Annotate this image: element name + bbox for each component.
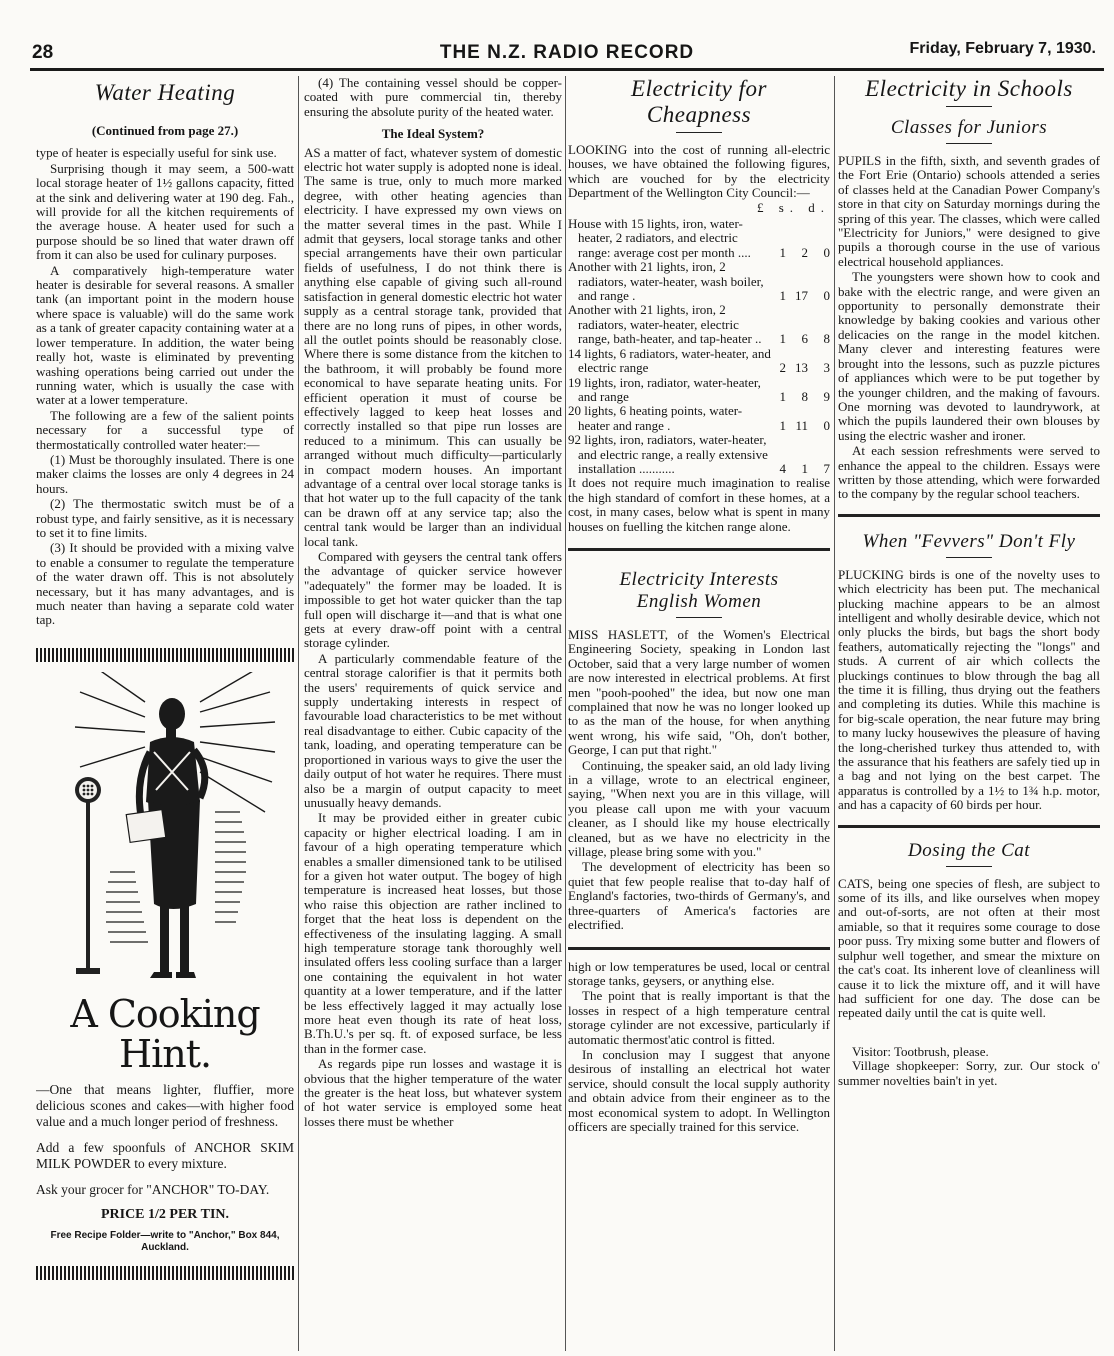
article-title-water-heating: Water Heating [94, 80, 236, 105]
cost-pence: 0 [823, 288, 830, 304]
paragraph: AS a matter of fact, whatever system of domestic electric hot water supply is adopted none is ideal. The same is true, only to much more marked degree, with other heating agencies than electricity. I have expressed my own views on the matter several times in the past. While I admit that geysers, local storage tanks and other special arrangements have their own particular fields of usefulness, I do not think there is anything else capable of giving such all-round satisfaction in general domestic electric hot water supply as a central storage tank, provided that there are no long runs of pipes, in other words, all the outlet points should be reasonably close. Where there is some distance from the kitchen to the bathroom, it will probably be found more economical to have separate heating units. For efficient operation it must of course be effectively lagged to keep heat losses and correctly installed so that pipe run losses are reduced to a minimum. This can usually be arranged without much difficulty—particularly in compact modern houses. An important advantage of a central over local storage tanks is that hot water up to the full capacity of the tank can be drawn off at any service tap; also the central tank would be larger than an individual local tank. [304, 144, 562, 549]
cost-pounds: 1 [779, 244, 786, 260]
page-number: 28 [32, 42, 54, 63]
cost-row [568, 376, 830, 405]
paragraph: Continuing, the speaker said, an old lady living in a village, wrote to an electrical engineer, saying, "When next you are in this village, will you please call upon me with your vacuum cleaner, as I should like my house electrically cleaned, but as we have no electricity in the village, please bring some with you." [568, 757, 830, 860]
column-3 [568, 76, 830, 1351]
paragraph: The following are a few of the salient points necessary for a successful type of thermostatically controlled water heater:— [36, 407, 294, 452]
cost-pence: 7 [823, 460, 830, 476]
cost-pounds: 4 [779, 460, 786, 476]
paragraph: type of heater is especially useful for sink use. [36, 145, 277, 161]
cost-description: Another with 21 lights, iron, 2 radiators, water-heater, wash boiler, and range . [568, 259, 764, 304]
cost-pounds: 2 [779, 360, 786, 376]
cost-pounds: 1 [779, 388, 786, 404]
section-rule [568, 947, 830, 950]
title-line: Electricity for [631, 76, 767, 101]
article-title-women [568, 569, 830, 613]
ad-copy: Ask your grocer for "ANCHOR" TO-DAY. [36, 1181, 270, 1197]
paragraph: A comparatively high-temperature water heater is desirable for several reasons. A smaller tank (an important point in the modern house where space is valuable) will do the same work as a tank of greater capacity containing water at a lower temperature. In addition, the water being really hot, waste is eliminated by preventing washing operations being carried out under the running water, which is usually the case with water at a lower temperature. [36, 262, 294, 408]
paragraph: PUPILS in the fifth, sixth, and seventh grades of the Fort Erie (Ontario) schools attended a series of classes held at the Canadian Power Company's store in that city on Saturday mornings during the spring of this year. The classes, which were called "Electricity for Juniors," were designed to give pupils a thorough course in the use of various electrical household appliances. [838, 153, 1100, 269]
cost-pounds: 1 [779, 417, 786, 433]
cost-shillings: 13 [795, 360, 808, 376]
cost-description: 19 lights, iron, radiator, water-heater, and range [568, 374, 761, 404]
article-title-fevvers: When "Fevvers" Don't Fly [862, 530, 1076, 552]
paragraph: A particularly commendable feature of the central storage calorifier is that it permits both the users' requirements of quick service and supply undertaking interests in respect of favourable load characteristics to be met without real disadvantage to either. Cubic capacity of the tank, loading, and operating temperature can be proportioned in various ways to give the user the daily output of hot water he requires. There must also be a margin of output capacity to meet unusually heavy demands. [304, 650, 562, 810]
cost-table [568, 217, 830, 476]
cost-row [568, 260, 830, 303]
paragraph: At each session refreshments were served to enhance the appeal to the children. Essays were written by those attending, which were forwarded to the company by the regular school teachers. [838, 443, 1100, 502]
paragraph: PLUCKING birds is one of the novelty uses to which electricity has been put. The mechanical plucking machine appears to be an almost intelligent and wholly desirable device, which not only plucks the birds, but bags the short body feathers, automatically rejecting the "longs" and studs. A current of air which collects the pluckings continues to blow through the bag all the time it is filling, thus drying out the feathers and completing its duties. While this machine is for big-scale operation, the near future may bring to many lucky housewives the pleasure of having the long-cherished turkey thus attended to, with the assurance that his feathers are safely tied up in a bag and not lying on the best carpet. The apparatus is controlled by a 1½ to 1¾ h.p. motor, and has a capacity of 60 birds per hour. [838, 566, 1100, 813]
paragraph: Surprising though it may seem, a 500-watt local storage heater of 1½ gallons capacity, fitted at the sink and delivering water at 190 deg. Fah., will provide for all the kitchen requirements of the average house. A heater used for such a purpose should be so lined that water drawn off from it can also be used for culinary purposes. [36, 160, 294, 263]
masthead [30, 40, 1104, 66]
paragraph: As regards pipe run losses and wastage it is obvious that the higher temperature of the water the greater is the heat loss, but whatever system of hot water service is employed some heat losses there must be whether [304, 1056, 562, 1129]
joke [838, 1045, 1100, 1088]
title-dash [676, 617, 722, 618]
article-subtitle: Classes for Juniors [890, 117, 1048, 138]
joke-line: Visitor: Tootbrush, please. [852, 1043, 989, 1059]
paragraph: MISS HASLETT, of the Women's Electrical Engineering Society, speaking in London last October, said that a very large number of women are now interested in electrical problems. At first men "pooh-poohed" the idea, but now one man complained that now he was no longer looked up to as the man of the house, for when anything went wrong, his wife said, "Oh, don't bother, George, I can put that right." [568, 626, 830, 758]
column-rule [565, 76, 566, 1351]
cost-pence: 3 [823, 360, 830, 376]
title-dash [946, 143, 992, 144]
article-title-cat: Dosing the Cat [907, 839, 1031, 861]
paragraph: The youngsters were shown how to cook and bake with the electric range, and were given an opportunity to personally demonstrate their knowledge by baking cookies and various other delicacies on the range in the model kitchen. Many clever and interesting features were brought into the lessons, such as puzzle pictures of appliances which were to be put together by the younger children, and the making of favours. One morning was devoted to laundrywork, at which the pupils laundered their own blouses by using the electric washer and ironer. [838, 269, 1100, 443]
currency-header: £ s. d. [756, 199, 830, 215]
cost-shillings: 6 [801, 331, 808, 347]
paragraph: high or low temperatures be used, local or central storage tanks, geysers, or anything else. [568, 958, 830, 988]
cost-description: House with 15 lights, iron, water-heater, 2 radiators, and electric range: average cost per month .... [568, 216, 751, 260]
title-line: Electricity Interests [619, 568, 779, 590]
paragraph: (2) The thermostatic switch must be of a robust type, and fairly sensitive, as it is necessary to set it to fine limits. [36, 496, 294, 540]
subheading: The Ideal System? [381, 126, 485, 142]
ad-copy: Add a few spoonfuls of ANCHOR SKIM MILK POWDER to every mixture. [36, 1139, 294, 1171]
ad-border-top [36, 648, 294, 662]
cost-row [568, 303, 830, 346]
ad-border-bottom [36, 1266, 294, 1280]
paragraph: CATS, being one species of flesh, are subject to some of its ills, and like ourselves when mopey and out-of-sorts, are not often at their most amiable, so that it requires some courage to dose poor puss. Try mixing some butter and flowers of sulphur well together, and smear the mixture on the cat's coat. Its inherent love of cleanliness will cause it to lick the mixture off, and it will have had sufficient for one day. The dose can be repeated daily until the cat is quite well. [838, 875, 1100, 1021]
cost-pence: 0 [823, 244, 830, 260]
paragraph: In conclusion may I suggest that anyone desirous of installing an electrical hot water service, should consult the local supply authority and obtain advice from their engineer as to the most economical system to adopt. In Wellington officers are specially trained for this service. [568, 1046, 830, 1134]
paragraph: It does not require much imagination to realise the high standard of comfort in these homes, at a cost, in many cases, below what is spent in many houses on fuelling the kitchen range alone. [568, 475, 830, 534]
cost-shillings: 17 [795, 288, 808, 304]
title-line: Cheapness [646, 102, 752, 127]
cost-pounds: 1 [779, 288, 786, 304]
cost-shillings: 2 [801, 244, 808, 260]
cost-shillings: 8 [801, 388, 808, 404]
paragraph: The development of electricity has been so quiet that few people realise that to-day half of England's factories, two-thirds of Germany's, and three-quarters of America's factories are electrified. [568, 859, 830, 933]
section-rule [838, 825, 1100, 828]
cost-shillings: 1 [801, 460, 808, 476]
ad-headline: A Cooking Hint. [70, 991, 260, 1076]
publication-title: THE N.Z. RADIO RECORD [439, 42, 695, 63]
article-title-schools: Electricity in Schools [865, 76, 1073, 101]
title-dash [946, 557, 992, 558]
paragraph: (3) It should be provided with a mixing valve to enable a consumer to regulate the temperature of the water drawn off. This is not absolutely necessary, but it has many advantages, and is much neater than having a separate cold water tap. [36, 540, 294, 628]
column-rule [834, 76, 835, 1351]
ad-folder-offer: Free Recipe Folder—write to "Anchor," Box 844, Auckland. [50, 1230, 280, 1254]
masthead-rule [30, 68, 1104, 71]
paragraph: (4) The containing vessel should be copper-coated with pure commercial tin, thereby ensuring the absolute purity of the heated water. [304, 76, 562, 119]
cost-shillings: 11 [795, 417, 808, 433]
paragraph: It may be provided either in greater cubic capacity or higher electrical loading. I am in favour of a high operating temperature which enables a smaller dimensioned tank to be utilised for a given hot water output. The bogey of high temperature is increased heat losses, but those who raise this objection are rather inclined to forget that the heat loss is dependent on the effectiveness of the insulating lagging. A small high temperature storage tank thoroughly well insulated offers less cooling surface than a larger one containing the equivalent in hot water quantity at a lower temperature, and if the latter be less effectively lagged it may actually lose more heat even though its rate of heat loss, B.Th.U.'s per sq. ft. of exposed surface, be less than in the former case. [304, 810, 562, 1056]
column-2 [304, 76, 562, 1351]
cost-description: Another with 21 lights, iron, 2 radiators, water-heater, electric range, bath-heater, and tap-heater .. [568, 302, 762, 347]
cost-row [568, 217, 830, 260]
column-rule [298, 76, 299, 1351]
paragraph: Compared with geysers the central tank offers the advantage of quicker service however "adequately" the former may be loaded. It is impossible to get hot water quicker than the tap full open will discharge it—and that is what one gets at every draw-off point with a central storage cylinder. [304, 549, 562, 651]
ad-price: PRICE 1/2 PER TIN. [100, 1206, 230, 1222]
paragraph: (1) Must be thoroughly insulated. There is one maker claims the losses are only 4 degrees in 24 hours. [36, 451, 294, 496]
title-dash [946, 106, 992, 107]
cost-row [568, 433, 830, 476]
section-rule [568, 548, 830, 551]
section-rule [838, 514, 1100, 517]
woman-illustration [50, 672, 280, 990]
anchor-advertisement [36, 672, 294, 1254]
cost-pence: 8 [823, 331, 830, 347]
cost-pence: 9 [823, 388, 830, 404]
issue-date: Friday, February 7, 1930. [909, 40, 1096, 57]
cost-row [568, 347, 830, 376]
paragraph: LOOKING into the cost of running all-electric houses, we have obtained the following figures, which are vouched for by the electricity Department of the Wellington City Council:— [568, 142, 830, 201]
article-title-cheapness [568, 76, 830, 128]
title-dash [676, 132, 722, 133]
column-4 [838, 76, 1100, 1351]
cost-pounds: 1 [779, 331, 786, 347]
joke-line: Village shopkeeper: Sorry, zur. Our stock o' summer novelties bain't in yet. [838, 1058, 1100, 1088]
title-line: English Women [636, 590, 762, 612]
cost-description: 20 lights, 6 heating points, water-heater and range . [568, 403, 743, 433]
column-1 [36, 76, 294, 1351]
ad-copy: —One that means lighter, fluffier, more delicious scones and cakes—with higher food value and a much longer period of freshness. [36, 1081, 294, 1129]
cost-description: 92 lights, iron, radiators, water-heater, and electric range, a really extensive installation ........... [568, 432, 768, 476]
cost-description: 14 lights, 6 radiators, water-heater, and electric range [568, 345, 771, 376]
title-dash [946, 866, 992, 867]
cost-row [568, 404, 830, 433]
continued-note: (Continued from page 27.) [91, 123, 239, 138]
cost-pence: 0 [823, 417, 830, 433]
paragraph: The point that is really important is that the losses in respect of a high temperature central storage cylinder are not excessive, particularly if automatic thermost'atic control is fitted. [568, 988, 830, 1047]
